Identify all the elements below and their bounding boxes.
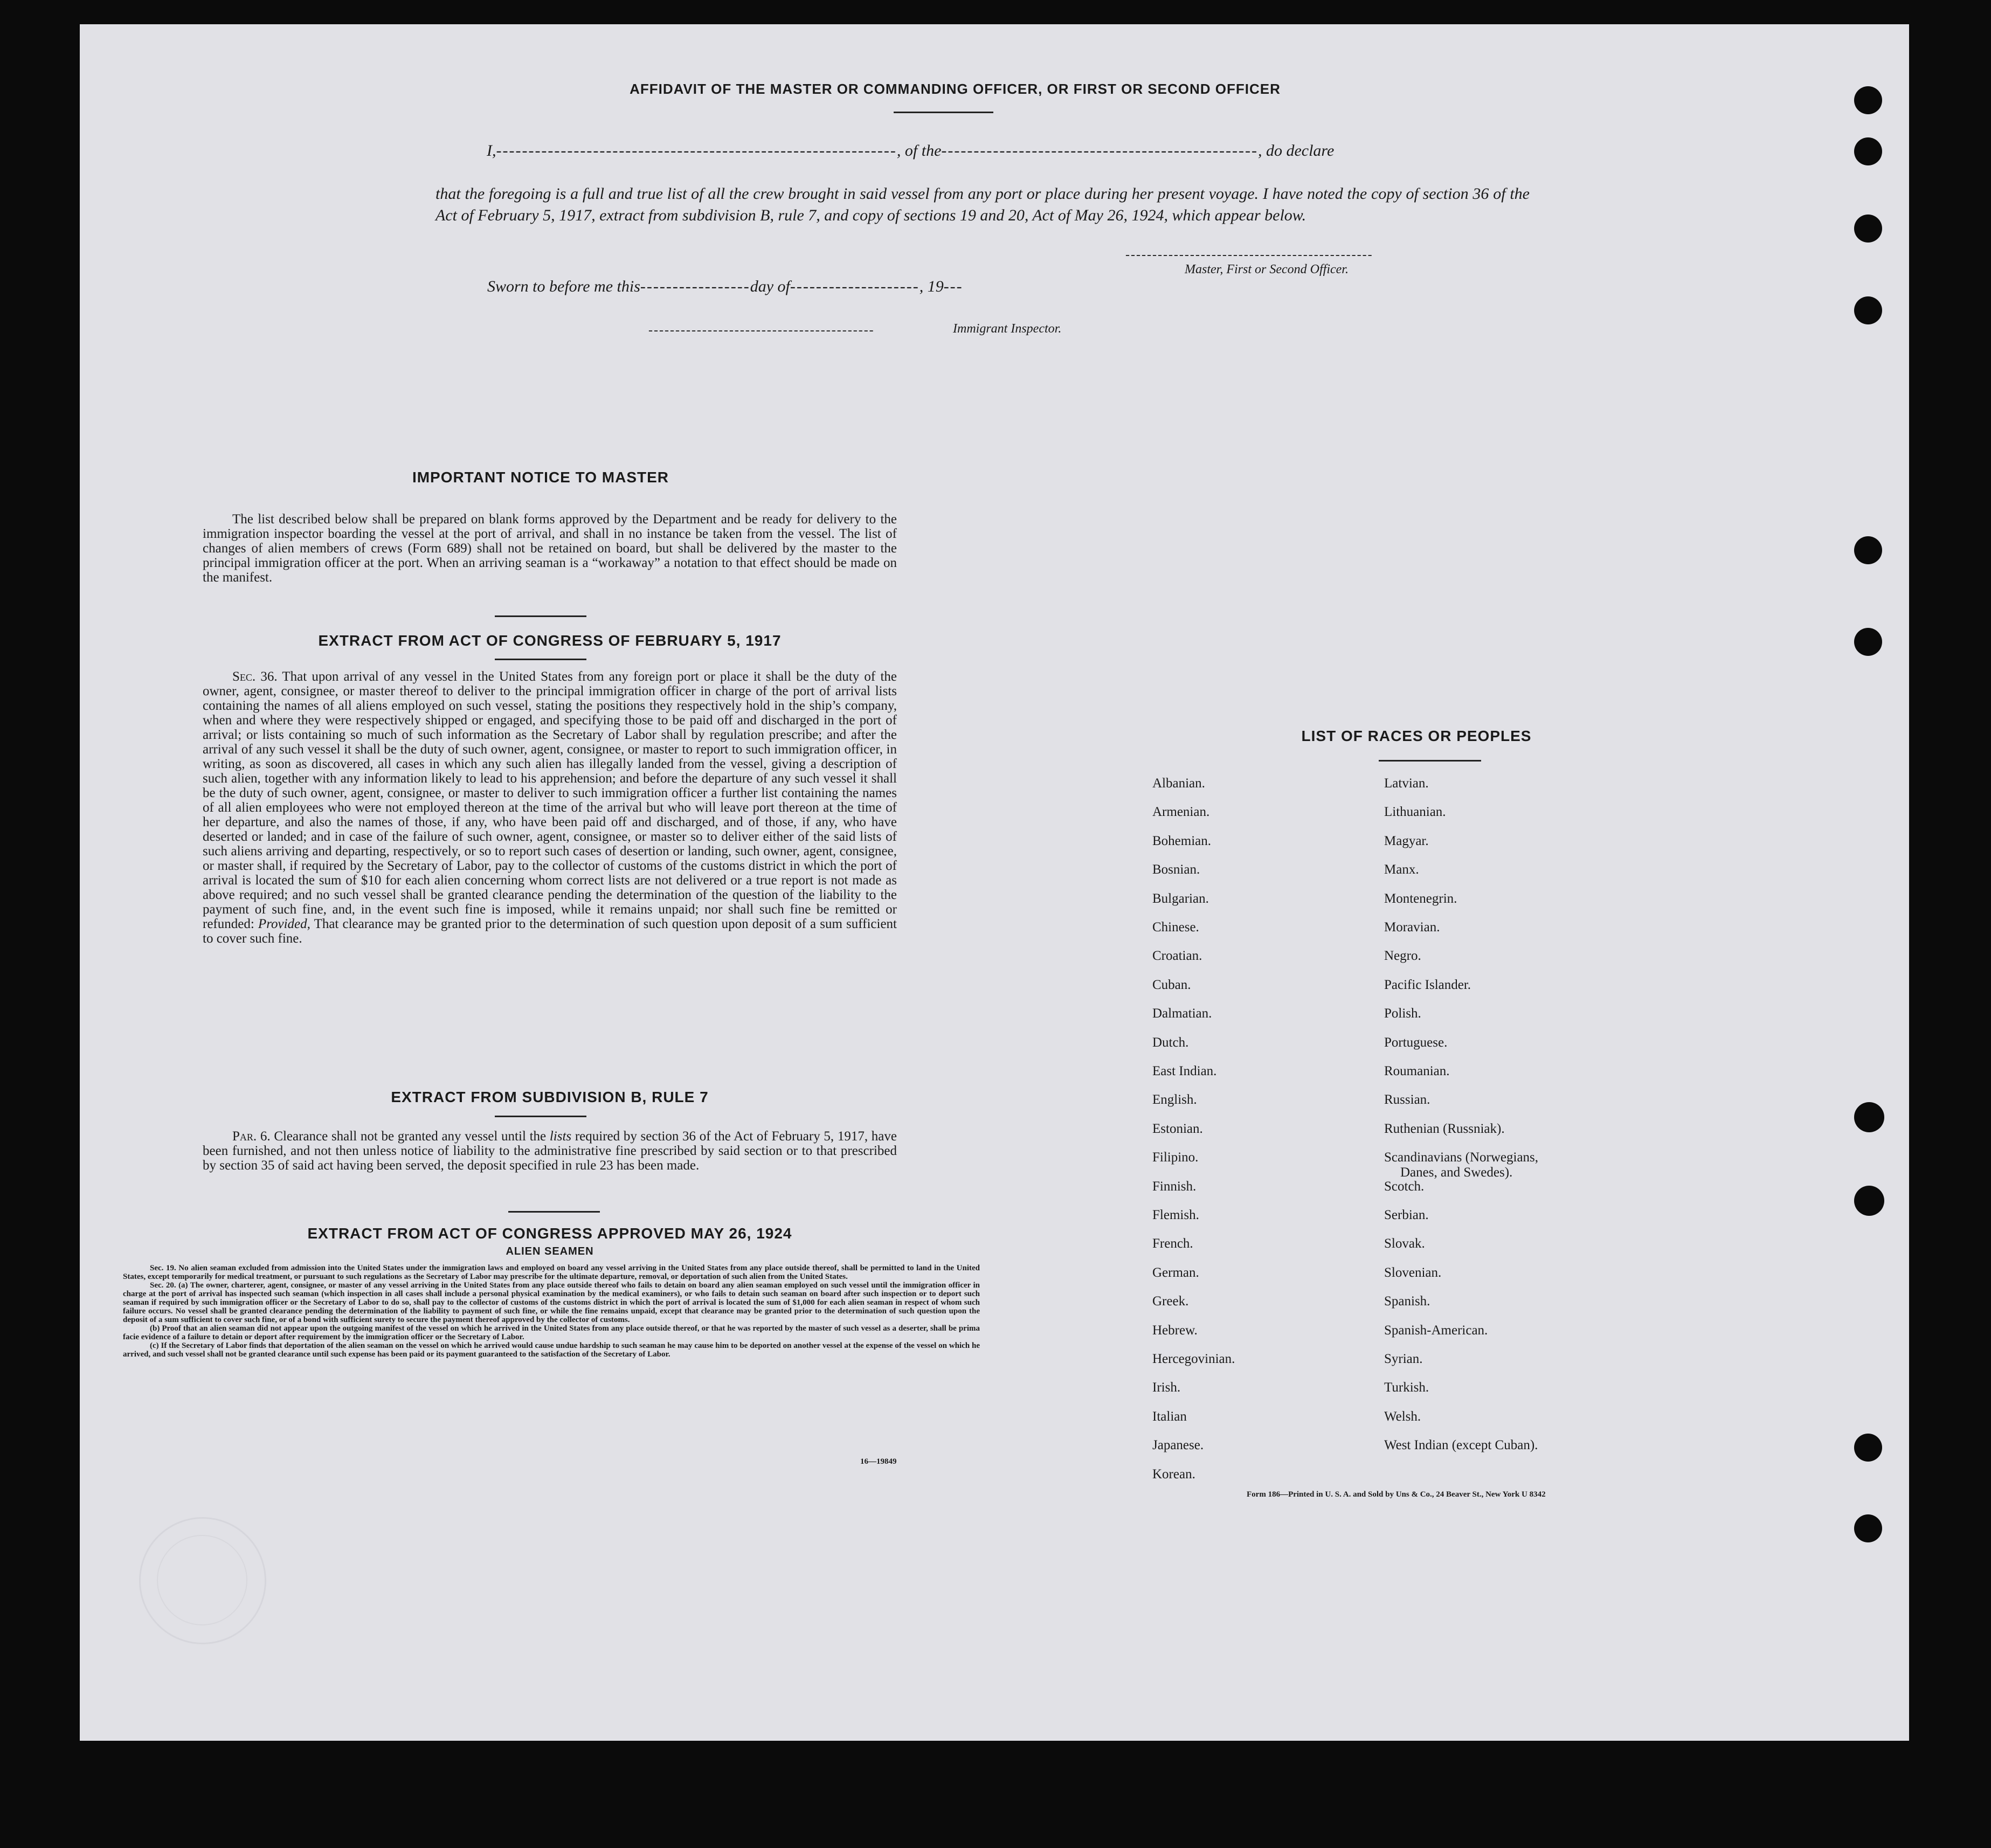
race-item: Flemish.: [1152, 1208, 1199, 1222]
race-item: Negro.: [1384, 949, 1421, 964]
extract-1924-text: [123, 1264, 980, 1359]
race-item: Russian.: [1384, 1092, 1430, 1108]
binder-hole: [1854, 1434, 1882, 1462]
race-item: Moravian.: [1384, 920, 1440, 935]
provided-label: Provided,: [258, 917, 310, 931]
race-item: Finnish.: [1152, 1179, 1197, 1194]
extract-1917-text: [203, 669, 897, 946]
race-item: West Indian (except Cuban).: [1384, 1438, 1538, 1453]
form-number: 16—19849: [860, 1457, 897, 1466]
race-item: Slovak.: [1384, 1236, 1425, 1251]
race-item: Greek.: [1152, 1294, 1189, 1309]
notice-paragraph: The list described below shall be prepared on blank forms approved by the Department and be ready for delivery to the immigration inspector boarding the vessel at the port of arrival, and shall in no instance be taken from the vessel. The list of changes of alien members of crews (Form 689) shall not be retained on board, but shall be delivered by the master to the principal immigration officer at the port. When an arriving seaman is a “workaway” a notation to that effect should be made on the manifest.: [203, 512, 897, 585]
race-item: Dalmatian.: [1152, 1006, 1212, 1021]
embossed-seal: [139, 1517, 266, 1644]
race-item: Syrian.: [1384, 1352, 1423, 1366]
sec20b-text: (b) Proof that an alien seaman did not appear upon the outgoing manifest of the vessel on which he arrived in the United States from any place outside thereof, or that he was reported by the master of such vessel as a deserter, shall be prima facie evidence of a failure to detain or deport after requirement by the immigration officer or the Secretary of Labor.: [123, 1324, 980, 1341]
notice-text: [203, 512, 897, 585]
sec20a-text: Sec. 20. (a) The owner, charterer, agent, consignee, or master of any vessel arriving in the United States from any place outside thereof who fails to detain on board any alien seaman employed on such vessel until the immigration officer in charge at the port of arrival has inspected such seaman (which inspection in all cases shall include a personal physical examination by the medical examiners), or who fails to detain such seaman on board after such inspection or to deport such seaman if required by such immigration officer or the Secretary of Labor to do so, shall pay to the collector of customs of the customs district in which the port of arrival is located the sum of $1,000 for each alien seaman in respect of whom such failure occurs. No vessel shall be granted clearance pending the determination of the liability to payment of such fine, or while the fine remains unpaid, except that clearance may be granted prior to the determination of such question upon the deposit of a sum sufficient to cover such fine, or of a bond with sufficient surety to secure the payment thereof approved by the collector of customs.: [123, 1281, 980, 1324]
races-heading: LIST OF RACES OR PEOPLES: [1301, 728, 1532, 744]
master-signature-line: ----------------------------------------------: [1125, 248, 1373, 262]
race-item: Pacific Islander.: [1384, 977, 1471, 992]
race-item: Filipino.: [1152, 1150, 1199, 1165]
divider: [495, 659, 586, 660]
race-item: Scandinavians (Norwegians,: [1384, 1150, 1539, 1165]
rule7-body-a: Clearance shall not be granted any vessel until the: [274, 1129, 547, 1144]
day-of-label: day of: [750, 278, 790, 295]
section-label: Sec. 36.: [232, 669, 278, 684]
race-item: Slovenian.: [1384, 1265, 1442, 1280]
declarant-line: [487, 142, 1334, 160]
vessel-blank: -------------------------------------------------: [941, 142, 1258, 160]
affidavit-title: AFFIDAVIT OF THE MASTER OR COMMANDING OFFICER, OR FIRST OR SECOND OFFICER: [630, 81, 1281, 97]
manifest-sheet: [80, 24, 1909, 1741]
binder-hole: [1854, 1102, 1884, 1132]
master-caption: Master, First or Second Officer.: [1185, 262, 1349, 276]
paragraph-label: Par. 6.: [232, 1129, 271, 1144]
race-item: Japanese.: [1152, 1438, 1204, 1453]
rule7-heading: EXTRACT FROM SUBDIVISION B, RULE 7: [391, 1089, 709, 1105]
race-item: Serbian.: [1384, 1208, 1429, 1222]
notice-heading: IMPORTANT NOTICE TO MASTER: [412, 469, 669, 486]
race-item: Montenegrin.: [1384, 891, 1457, 906]
binder-hole: [1854, 86, 1882, 114]
extract-1924-heading: EXTRACT FROM ACT OF CONGRESS APPROVED MAY 26, 1924: [307, 1225, 792, 1242]
race-item: Roumanian.: [1384, 1064, 1450, 1078]
race-item: Bosnian.: [1152, 862, 1200, 877]
race-item: German.: [1152, 1265, 1199, 1280]
declaration-text: that the foregoing is a full and true list of all the crew brought in said vessel from any port or place during her present voyage. I have noted the copy of section 36 of the Act of February 5, 1917, extract from subdivision B, rule 7, and copy of sections 19 and 20, Act of May 26, 1924, which appear below.: [435, 185, 1530, 224]
of-the-label: , of the: [896, 142, 942, 160]
binder-hole: [1854, 536, 1882, 564]
month-blank: --------------------: [790, 278, 920, 295]
binder-hole: [1854, 1186, 1884, 1216]
race-item: French.: [1152, 1236, 1193, 1251]
race-item: Estonian.: [1152, 1121, 1203, 1136]
race-item: Spanish-American.: [1384, 1323, 1488, 1338]
inspector-signature-line: ------------------------------------------: [648, 323, 875, 337]
rule7-body-b: required by section 36 of the Act of February 5, 1917, have been furnished, and not then unless notice of liability to the administrative fine prescribed by said section or to that prescribed by section 35 of said act having been served, the deposit specified in rule 23 has been made.: [203, 1129, 897, 1173]
divider: [1379, 760, 1481, 762]
printer-footer: Form 186—Printed in U. S. A. and Sold by Uns & Co., 24 Beaver St., New York U 8342: [1247, 1490, 1546, 1499]
sworn-line: [487, 278, 963, 296]
race-item: Welsh.: [1384, 1409, 1421, 1424]
race-item: Scotch.: [1384, 1179, 1425, 1194]
i-label: I,: [487, 142, 496, 160]
race-item: Manx.: [1384, 862, 1419, 877]
race-item: Korean.: [1152, 1466, 1195, 1482]
race-item: East Indian.: [1152, 1064, 1217, 1078]
divider: [495, 1116, 586, 1117]
rule7-text: [203, 1129, 897, 1173]
divider: [894, 112, 993, 113]
binder-hole: [1854, 296, 1882, 324]
divider: [508, 1211, 600, 1213]
race-item: English.: [1152, 1092, 1197, 1108]
extract-1917-heading: EXTRACT FROM ACT OF CONGRESS OF FEBRUARY 5, 1917: [318, 632, 782, 649]
year-blank: ---: [943, 278, 963, 295]
race-item: Chinese.: [1152, 920, 1199, 935]
race-item: Ruthenian (Russniak).: [1384, 1121, 1505, 1136]
binder-hole: [1854, 137, 1882, 165]
race-item: Dutch.: [1152, 1035, 1189, 1050]
race-item: Albanian.: [1152, 776, 1205, 791]
race-item: Croatian.: [1152, 949, 1202, 964]
race-item: Magyar.: [1384, 833, 1429, 848]
name-blank: --------------------------------------------------------------: [496, 142, 897, 160]
sec19-text: Sec. 19. No alien seaman excluded from admission into the United States under the immigration laws and employed on board any vessel arriving in the United States from any place outside thereof, shall be permitted to land in the United States, except temporarily for medical treatment, or pursuant to such regulations as the Secretary of Labor may prescribe for the ultimate departure, removal, or deportation of such alien from the United States.: [123, 1264, 980, 1281]
day-blank: -----------------: [640, 278, 750, 295]
do-declare-label: , do declare: [1257, 142, 1335, 160]
race-item: Irish.: [1152, 1380, 1181, 1395]
section-body: That upon arrival of any vessel in the United States from any foreign port or place it shall be the duty of the owner, agent, consignee, or master thereof to deliver to the principal immigration officer in charge of the port of arrival lists containing the names of all aliens employed on such vessel, stating the positions they respectively hold in the ship’s company, when and where they were respectively shipped or engaged, and specifying those to be paid off and discharged in the port of arrival; or lists containing so much of such information as the Secretary of Labor shall by regulation prescribe; and after the arrival of any such vessel it shall be the duty of such owner, agent, consignee, or master to report to such immigration officer, in writing, as soon as discovered, all cases in which any such alien has illegally landed from the vessel, giving a description of such alien, together with any information likely to lead to his apprehension; and before the departure of any such vessel it shall be the duty of such owner, agent, consignee, or master to deliver to such immigration officer a further list containing the names of all alien employees who were not employed thereon at the time of the arrival but who will leave port thereon at the time of her departure, and also the names of those, if any, who have been paid off and discharged, and of those, if any, who have deserted or landed; and in case of the failure of such owner, agent, consignee, or master so to deliver either of the said lists of such aliens arriving and departing, respectively, or so to report such cases of desertion or landing, such owner, agent, consignee, or master shall, if required by the Secretary of Labor, pay to the collector of customs of the customs district in which the port of arrival is located the sum of $10 for each alien concerning whom correct lists are not delivered or a true report is not made as above required; and no such vessel shall be granted clearance pending the determination of the question of the liability to the payment of such fine, and, in the event such fine is imposed, while it remains unpaid; nor shall such fine be remitted or refunded:: [203, 669, 897, 931]
race-item: Danes, and Swedes).: [1400, 1165, 1513, 1180]
race-item: Bohemian.: [1152, 833, 1212, 848]
race-item: Bulgarian.: [1152, 891, 1209, 906]
race-item: Polish.: [1384, 1006, 1421, 1021]
divider: [495, 615, 586, 617]
year-label: , 19: [919, 278, 944, 295]
alien-seamen-subheading: ALIEN SEAMEN: [506, 1245, 594, 1257]
race-item: Lithuanian.: [1384, 805, 1446, 820]
inspector-caption: Immigrant Inspector.: [953, 322, 1062, 336]
section-body-end: That clearance may be granted prior to the determination of such question upon deposit of a sum sufficient to cover such fine.: [203, 917, 897, 946]
race-item: Hebrew.: [1152, 1323, 1198, 1338]
race-item: Portuguese.: [1384, 1035, 1448, 1050]
race-item: Italian: [1152, 1409, 1187, 1424]
sec20c-text: (c) If the Secretary of Labor finds that deportation of the alien seaman on the vessel on which he arrived would cause undue hardship to such seaman he may cause him to be deported on another vessel at the expense of the vessel on which he arrived, and such vessel shall not be granted clearance until such expense has been paid or its payment guaranteed to the satisfaction of the Secretary of Labor.: [123, 1341, 980, 1359]
lists-word: lists: [549, 1129, 572, 1144]
binder-hole: [1854, 628, 1882, 656]
race-item: Armenian.: [1152, 805, 1210, 820]
binder-hole: [1854, 214, 1882, 243]
race-item: Turkish.: [1384, 1380, 1429, 1395]
race-item: Hercegovinian.: [1152, 1352, 1235, 1366]
sworn-label: Sworn to before me this: [487, 278, 640, 295]
binder-hole: [1854, 1514, 1882, 1542]
race-item: Cuban.: [1152, 977, 1191, 992]
race-item: Latvian.: [1384, 776, 1429, 791]
race-item: Spanish.: [1384, 1294, 1430, 1309]
